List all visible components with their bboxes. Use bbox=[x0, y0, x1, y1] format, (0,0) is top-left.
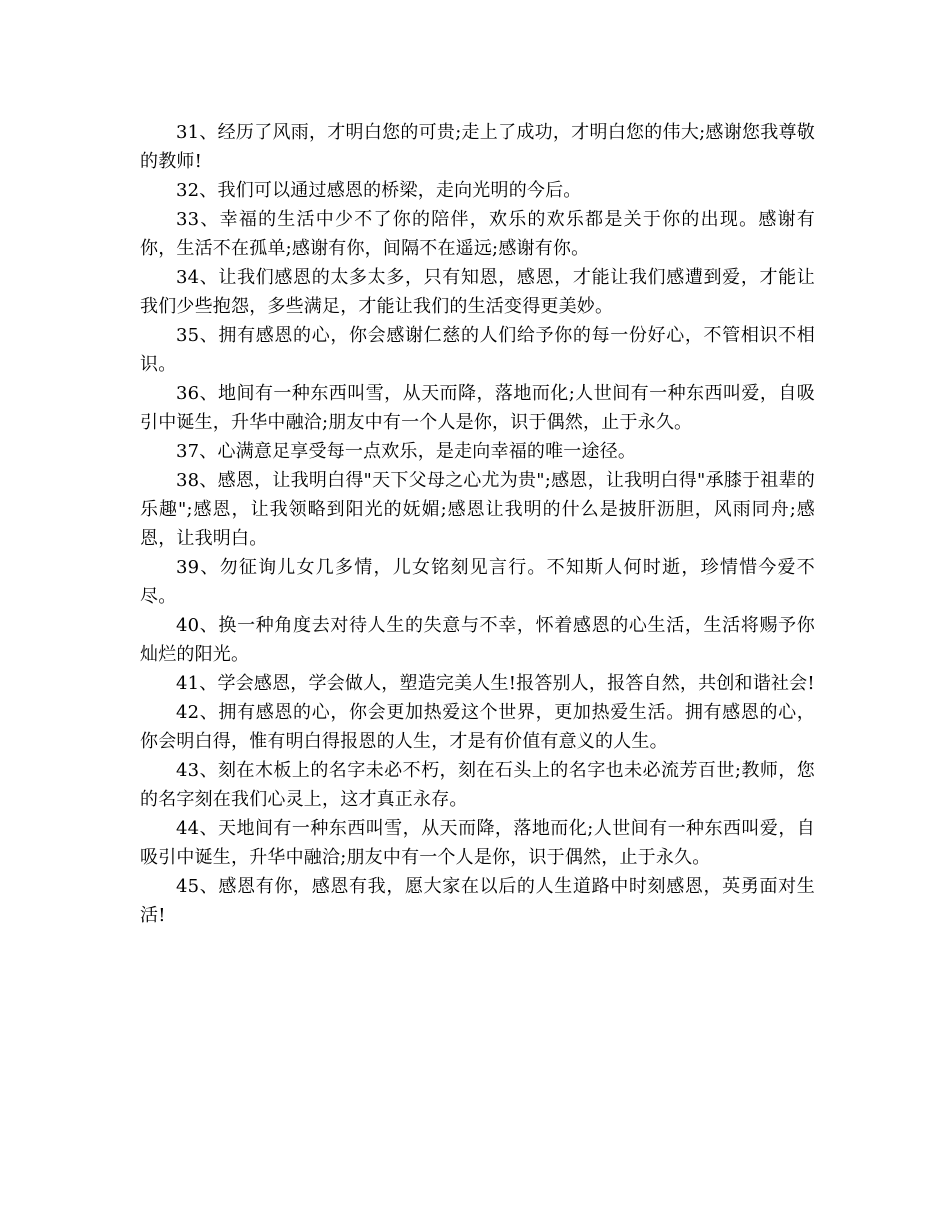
paragraph-39: 39、勿征询儿女几多情，儿女铭刻见言行。不知斯人何时逝，珍情惜今爱不尽。 bbox=[140, 557, 815, 607]
paragraph-38: 38、感恩，让我明白得"天下父母之心尤为贵";感恩，让我明白得"承膝于祖辈的乐趣";感恩，让我领略到阳光的妩媚;感恩让我明的什么是披肝沥胆，风雨同舟;感恩，让我明白。 bbox=[140, 470, 815, 549]
paragraph-43: 43、刻在木板上的名字未必不朽，刻在石头上的名字也未必流芳百世;教师，您的名字刻在我们心灵上，这才真正永存。 bbox=[140, 760, 815, 810]
paragraph-33: 33、幸福的生活中少不了你的陪伴，欢乐的欢乐都是关于你的出现。感谢有你，生活不在孤单;感谢有你，间隔不在遥远;感谢有你。 bbox=[140, 209, 815, 259]
paragraph-34: 34、让我们感恩的太多太多，只有知恩，感恩，才能让我们感遭到爱，才能让我们少些抱怨，多些满足，才能让我们的生活变得更美妙。 bbox=[140, 267, 815, 317]
paragraph-31: 31、经历了风雨，才明白您的可贵;走上了成功，才明白您的伟大;感谢您我尊敬的教师! bbox=[140, 122, 815, 172]
paragraph-35: 35、拥有感恩的心，你会感谢仁慈的人们给予你的每一份好心，不管相识不相识。 bbox=[140, 325, 815, 375]
paragraph-41: 41、学会感恩，学会做人，塑造完美人生!报答别人，报答自然，共创和谐社会! bbox=[176, 673, 815, 694]
paragraph-44: 44、天地间有一种东西叫雪，从天而降，落地而化;人世间有一种东西叫爱，自吸引中诞生，升华中融洽;朋友中有一个人是你，识于偶然，止于永久。 bbox=[140, 818, 815, 868]
paragraph-45: 45、感恩有你，感恩有我，愿大家在以后的人生道路中时刻感恩，英勇面对生活! bbox=[140, 876, 815, 926]
paragraph-40: 40、换一种角度去对待人生的失意与不幸，怀着感恩的心生活，生活将赐予你灿烂的阳光。 bbox=[140, 615, 815, 665]
paragraph-42: 42、拥有感恩的心，你会更加热爱这个世界，更加热爱生活。拥有感恩的心，你会明白得，惟有明白得报恩的人生，才是有价值有意义的人生。 bbox=[140, 702, 815, 752]
paragraph-36: 36、地间有一种东西叫雪，从天而降，落地而化;人世间有一种东西叫爱，自吸引中诞生，升华中融洽;朋友中有一个人是你，识于偶然，止于永久。 bbox=[140, 383, 815, 433]
paragraph-37: 37、心满意足享受每一点欢乐，是走向幸福的唯一途径。 bbox=[176, 441, 637, 462]
paragraph-32: 32、我们可以通过感恩的桥梁，走向光明的今后。 bbox=[176, 180, 582, 201]
document-body bbox=[140, 118, 815, 930]
